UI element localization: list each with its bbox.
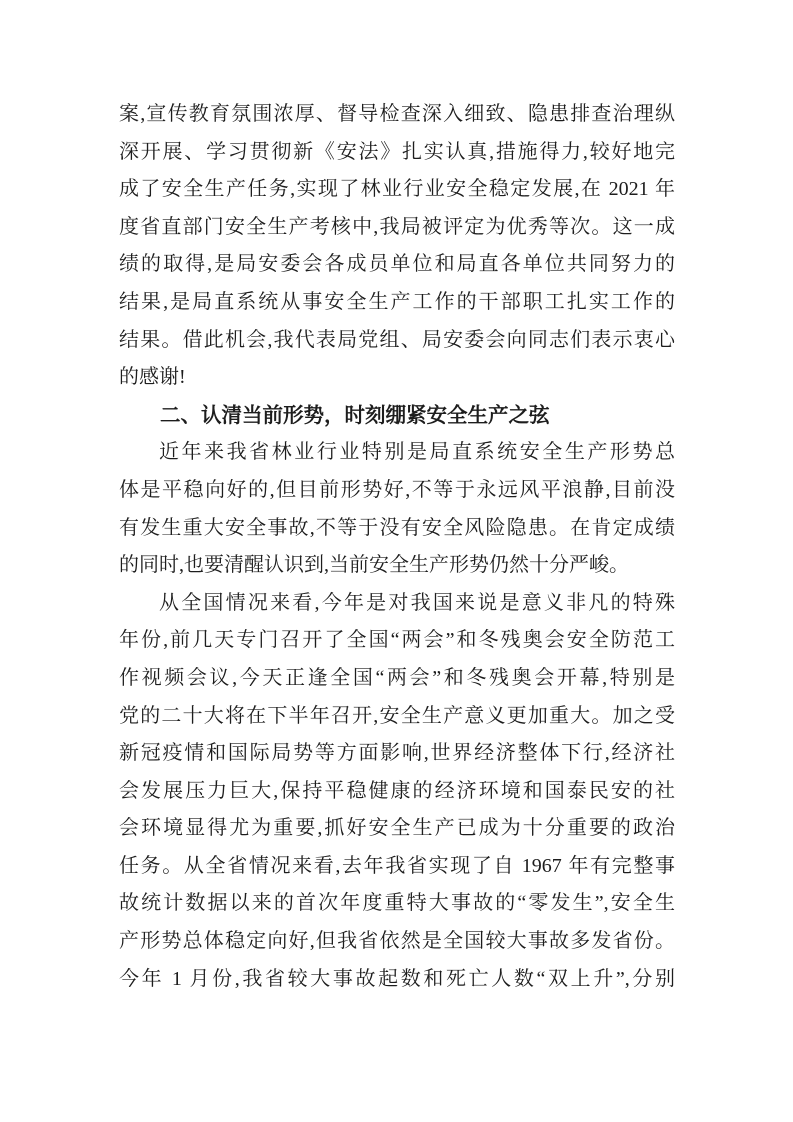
text-line: 会环境显得尤为重要,抓好安全生产已成为十分重要的政治 (119, 817, 675, 840)
text-line: 年份,前几天专门召开了全国“两会”和冬残奥会安全防范工 (119, 629, 675, 652)
document-text-block (119, 96, 675, 998)
text-line: 任务。从全省情况来看,去年我省实现了自 1967 年有完整事 (119, 854, 675, 877)
body-paragraph (119, 96, 675, 397)
text-line: 体是平稳向好的,但目前形势好,不等于永远风平浪静,目前没 (119, 478, 675, 501)
section-heading-block (119, 397, 675, 435)
text-line: 有发生重大安全事故,不等于没有安全风险隐患。在肯定成绩 (119, 516, 675, 539)
text-line: 从全国情况来看,今年是对我国来说是意义非凡的特殊 (159, 591, 675, 614)
text-line: 成了安全生产任务,实现了林业行业安全稳定发展,在 2021 年 (119, 178, 675, 201)
text-line: 绩的取得,是局安委会各成员单位和局直各单位共同努力的 (119, 253, 675, 276)
text-line: 结果。借此机会,我代表局党组、局安委会向同志们表示衷心 (119, 328, 675, 351)
text-line: 的感谢! (119, 366, 186, 389)
text-line: 党的二十大将在下半年召开,安全生产意义更加重大。加之受 (119, 704, 675, 727)
body-paragraph (119, 585, 675, 999)
text-line: 结果,是局直系统从事安全生产工作的干部职工扎实工作的 (119, 290, 675, 313)
text-line: 深开展、学习贯彻新《安法》扎实认真,措施得力,较好地完 (119, 140, 675, 163)
text-line: 作视频会议,今天正逢全国“两会”和冬残奥会开幕,特别是 (119, 666, 675, 689)
text-line: 今年 1 月份,我省较大事故起数和死亡人数“双上升”,分别 (119, 967, 675, 990)
text-line: 的同时,也要清醒认识到,当前安全生产形势仍然十分严峻。 (119, 554, 629, 577)
text-line: 产形势总体稳定向好,但我省依然是全国较大事故多发省份。 (119, 930, 675, 953)
text-line: 度省直部门安全生产考核中,我局被评定为优秀等次。这一成 (119, 215, 675, 238)
text-line: 近年来我省林业行业特别是局直系统安全生产形势总 (159, 441, 675, 464)
text-line: 会发展压力巨大,保持平稳健康的经济环境和国泰民安的社 (119, 779, 675, 802)
text-line: 案,宣传教育氛围浓厚、督导检查深入细致、隐患排查治理纵 (119, 103, 675, 125)
section-heading-text: 二、认清当前形势，时刻绷紧安全生产之弦 (160, 403, 550, 427)
body-paragraph (119, 434, 675, 584)
text-line: 故统计数据以来的首次年度重特大事故的“零发生”,安全生 (119, 892, 675, 915)
text-line: 新冠疫情和国际局势等方面影响,世界经济整体下行,经济社 (119, 742, 675, 765)
